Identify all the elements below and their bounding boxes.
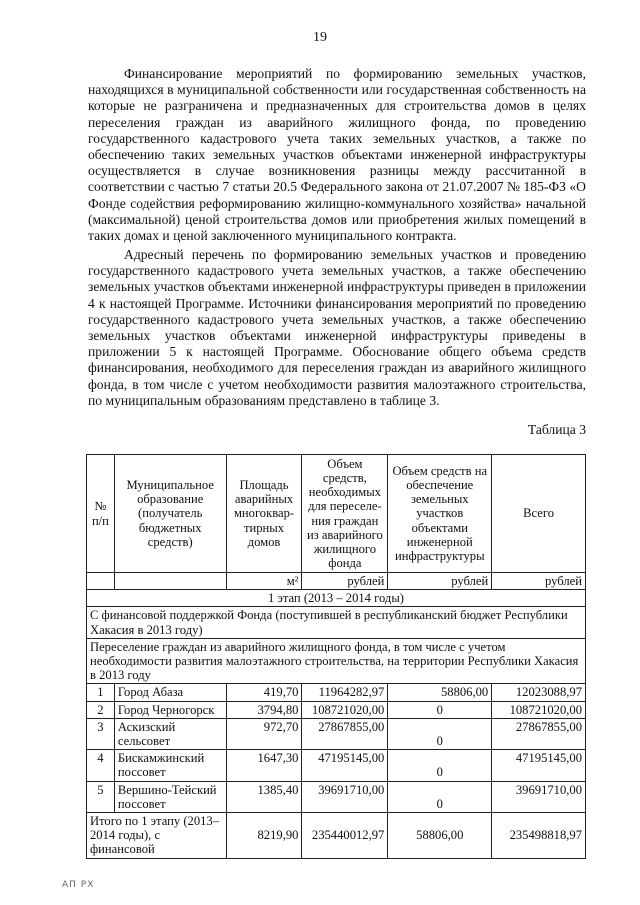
summary-row <box>87 813 586 859</box>
page-number: 19 <box>313 30 327 45</box>
unit-total: рублей <box>492 573 586 590</box>
summary-label: Итого по 1 этапу (2013–2014 годы), с финансовой <box>87 813 227 859</box>
stage-row <box>87 590 586 607</box>
row-resettle: 27867855,00 <box>302 718 388 749</box>
row-area: 972,70 <box>226 718 302 749</box>
row-area: 1647,30 <box>226 750 302 781</box>
row-total: 27867855,00 <box>492 718 586 749</box>
table-row <box>87 718 586 749</box>
row-num: 1 <box>87 684 115 701</box>
stage-label: 1 этап (2013 – 2014 годы) <box>87 590 586 607</box>
row-resettle: 39691710,00 <box>302 781 388 812</box>
units-row <box>87 573 586 590</box>
table-row <box>87 750 586 781</box>
section-resettlement: Переселение граждан из аварийного жилищного фонда, в том числе с учетом необходимости развития малоэтажного строительства, на территории Республики Хакасия в 2013 году <box>87 638 586 684</box>
row-infra: 58806,00 <box>388 684 492 701</box>
header-funds-infra: Объем средств на обеспечение земельных участков объектами инженерной инфраструктуры <box>388 455 492 573</box>
row-name: Город Черногорск <box>114 701 226 718</box>
row-area: 419,70 <box>226 684 302 701</box>
summary-resettle: 235440012,97 <box>302 813 388 859</box>
paragraph-address-list <box>88 247 586 409</box>
summary-total: 235498818,97 <box>492 813 586 859</box>
row-infra: 0 <box>388 781 492 812</box>
summary-area: 8219,90 <box>226 813 302 859</box>
financing-table <box>86 454 586 859</box>
table-row <box>87 781 586 812</box>
row-infra: 0 <box>388 718 492 749</box>
row-name: Аскизский сельсовет <box>114 718 226 749</box>
header-total: Всего <box>492 455 586 573</box>
unit-resettle: рублей <box>302 573 388 590</box>
table-row <box>87 684 586 701</box>
table-row <box>87 701 586 718</box>
header-num: № п/п <box>87 455 115 573</box>
row-area: 1385,40 <box>226 781 302 812</box>
row-infra: 0 <box>388 750 492 781</box>
header-funds-resettle: Объем средств, необходимых для переселе-ния граждан из аварийного жилищного фонда <box>302 455 388 573</box>
archive-stamp: АП РХ <box>62 880 95 890</box>
row-name: Бискамжинский поссовет <box>114 750 226 781</box>
row-total: 12023088,97 <box>492 684 586 701</box>
row-total: 47195145,00 <box>492 750 586 781</box>
section-row <box>87 638 586 684</box>
row-num: 3 <box>87 718 115 749</box>
unit-infra: рублей <box>388 573 492 590</box>
row-resettle: 11964282,97 <box>302 684 388 701</box>
row-area: 3794,80 <box>226 701 302 718</box>
row-infra: 0 <box>388 701 492 718</box>
row-resettle: 108721020,00 <box>302 701 388 718</box>
paragraph-financing-text: Финансирование мероприятий по формированию земельных участков, находящихся в муниципальной собственности или государственная собственность на которые не разграничена и предназначенных для строительства домов в целях переселения граждан из аварийного жилищного фонда, по проведению государственного кадастрового учета таких земельных участков, а также по обеспечению таких земельных участков объектами инженерной инфраструктуры осуществляется в случае возникновения разницы между рассчитанной в соответствии с частью 7 статьи 20.5 Федерального закона от 21.07.2007 № 185-ФЗ «О Фонде содействия реформированию жилищно-коммунального хозяйства» начальной (максимальной) ценой строительства домов или приобретения жилых помещений в таких домах и ценой заключенного муниципального контракта. <box>88 66 586 244</box>
row-num: 2 <box>87 701 115 718</box>
row-total: 108721020,00 <box>492 701 586 718</box>
row-num: 4 <box>87 750 115 781</box>
table-header-row <box>87 455 586 573</box>
table-label: Таблица 3 <box>527 422 586 437</box>
header-municipality: Муниципальное образование (получатель бюджетных средств) <box>114 455 226 573</box>
row-name: Город Абаза <box>114 684 226 701</box>
header-area: Площадь аварийных многоквар-тирных домов <box>226 455 302 573</box>
paragraph-address-list-text: Адресный перечень по формированию земельных участков и проведению государственного кадастрового учета земельных участков, а также обеспечению земельных участков объектами инженерной инфраструктуры приведен в приложении 4 к настоящей Программе. Источники финансирования мероприятий по проведению государственного кадастрового учета земельных участков, а также обеспечению земельных участков объектами инженерной инфраструктуры приведены в приложении 5 к настоящей Программе. Обоснование общего объема средств финансирования, необходимого для переселения граждан из аварийного жилищного фонда, в том числе с учетом необходимости развития малоэтажного строительства, по муниципальным образованиям представлено в таблице 3. <box>88 247 586 408</box>
section-fund-support: С финансовой поддержкой Фонда (поступившей в республиканский бюджет Республики Хакасия в 2013 году) <box>87 607 586 638</box>
row-total: 39691710,00 <box>492 781 586 812</box>
row-num: 5 <box>87 781 115 812</box>
row-name: Вершино-Тейский поссовет <box>114 781 226 812</box>
summary-infra: 58806,00 <box>388 813 492 859</box>
row-resettle: 47195145,00 <box>302 750 388 781</box>
paragraph-financing <box>88 66 586 244</box>
unit-area: м² <box>226 573 302 590</box>
section-row <box>87 607 586 638</box>
